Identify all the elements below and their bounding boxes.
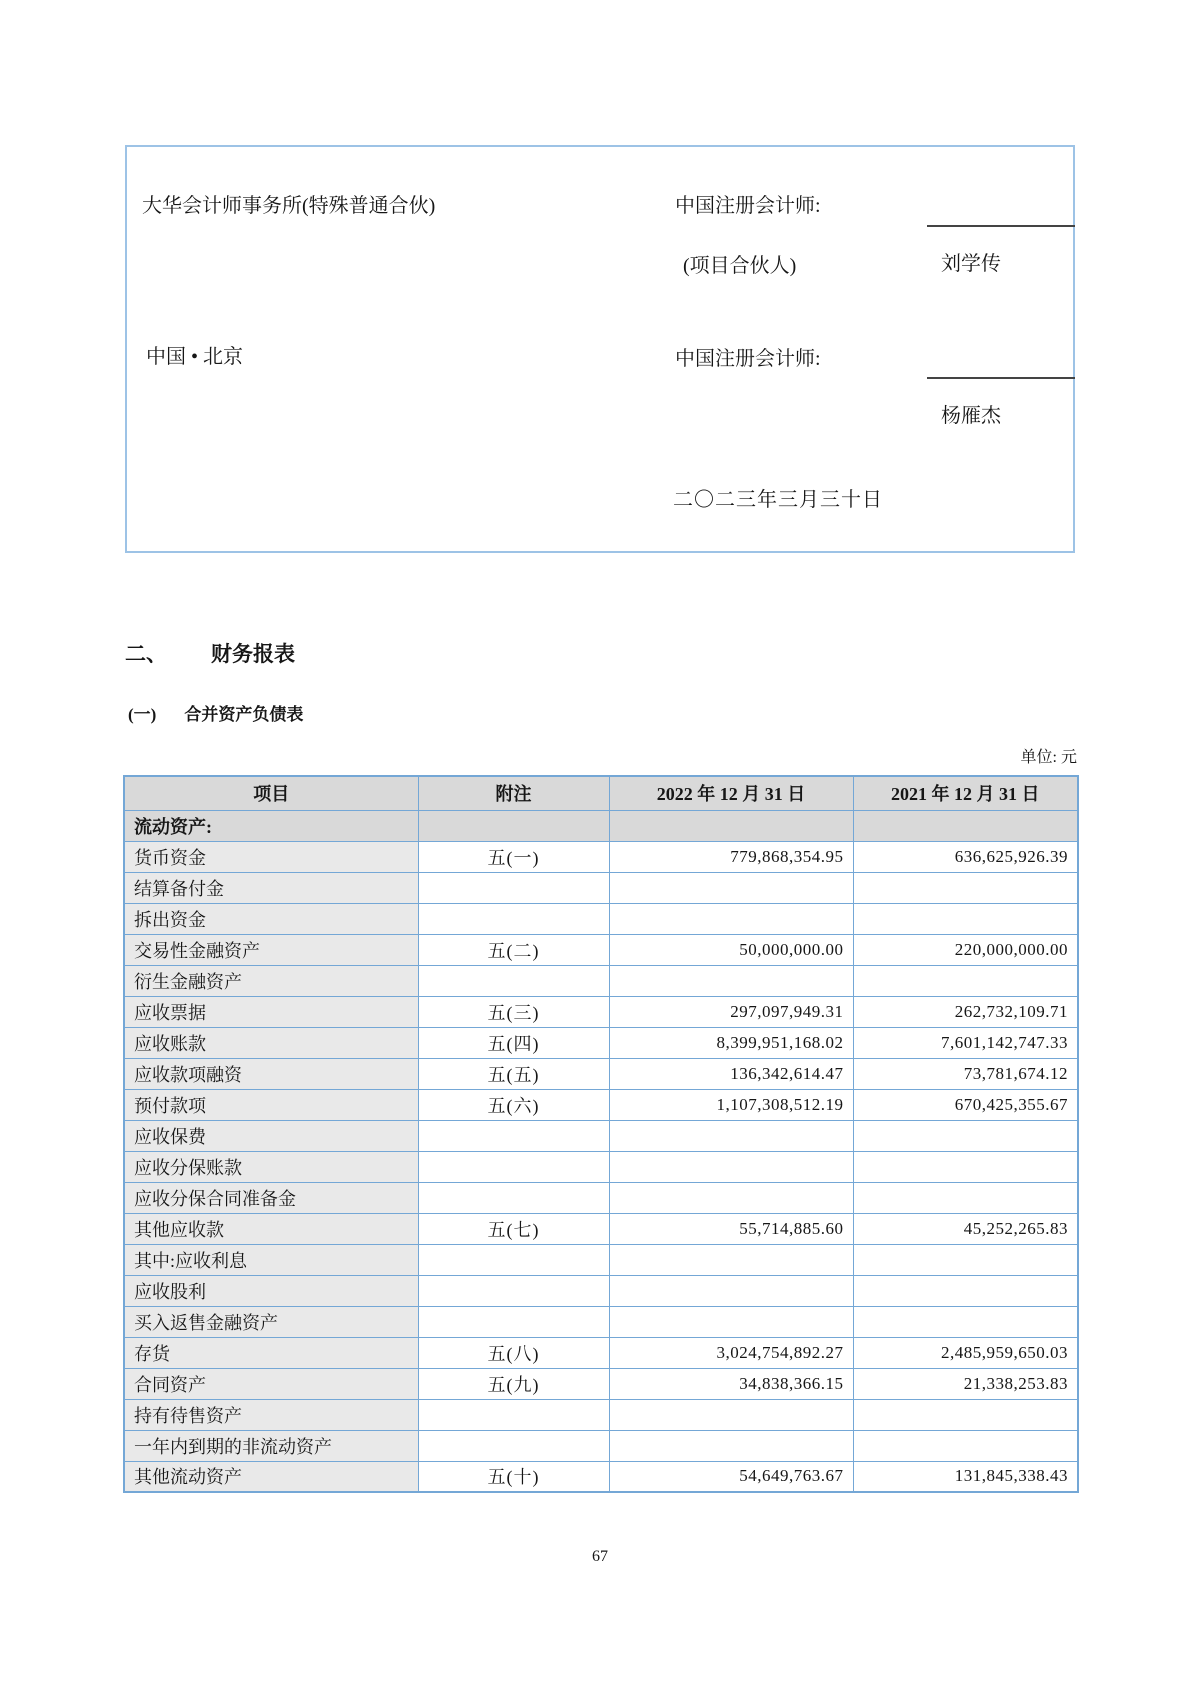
- item-cell: 其他应收款: [124, 1213, 418, 1244]
- note-cell: 五(七): [418, 1213, 609, 1244]
- value-2021-cell: [853, 872, 1078, 903]
- cpa-name-second: 杨雁杰: [941, 405, 1001, 427]
- header-2021: 2021 年 12 月 31 日: [853, 776, 1078, 810]
- item-cell: 合同资产: [124, 1368, 418, 1399]
- value-2022-cell: [609, 1399, 853, 1430]
- value-2022-cell: [609, 872, 853, 903]
- note-cell: 五(八): [418, 1337, 609, 1368]
- table-row: [124, 1151, 1078, 1182]
- value-2021-cell: [853, 1275, 1078, 1306]
- cpa-label-first: 中国注册会计师:: [675, 195, 821, 217]
- balance-sheet-body: [124, 810, 1078, 1492]
- value-2022-cell: [609, 1120, 853, 1151]
- item-cell: 拆出资金: [124, 903, 418, 934]
- value-2021-cell: 73,781,674.12: [853, 1058, 1078, 1089]
- section-title: 财务报表: [211, 642, 295, 666]
- table-row: [124, 1275, 1078, 1306]
- table-row: [124, 1120, 1078, 1151]
- value-2021-cell: [853, 1430, 1078, 1461]
- cpa-name-first: 刘学传: [941, 253, 1001, 275]
- cpa-label-second: 中国注册会计师:: [675, 348, 821, 370]
- note-cell: 五(十): [418, 1461, 609, 1492]
- item-cell: 买入返售金融资产: [124, 1306, 418, 1337]
- partner-label: (项目合伙人): [683, 255, 797, 277]
- signature-box: [125, 145, 1075, 553]
- value-2022-cell: 297,097,949.31: [609, 996, 853, 1027]
- value-2021-cell: 220,000,000.00: [853, 934, 1078, 965]
- table-row: [124, 1337, 1078, 1368]
- value-2021-cell: 670,425,355.67: [853, 1089, 1078, 1120]
- value-2021-cell: [853, 1151, 1078, 1182]
- value-2022-cell: [609, 903, 853, 934]
- note-cell: [418, 1120, 609, 1151]
- value-2022-cell: [609, 810, 853, 841]
- value-2022-cell: 54,649,763.67: [609, 1461, 853, 1492]
- table-row: [124, 1058, 1078, 1089]
- value-2022-cell: 1,107,308,512.19: [609, 1089, 853, 1120]
- note-cell: [418, 1275, 609, 1306]
- item-cell: 交易性金融资产: [124, 934, 418, 965]
- value-2022-cell: [609, 1430, 853, 1461]
- note-cell: [418, 1306, 609, 1337]
- item-cell: 应收股利: [124, 1275, 418, 1306]
- audit-firm-name: 大华会计师事务所(特殊普通合伙): [142, 195, 436, 217]
- signature-line: [927, 377, 1075, 379]
- item-cell: 应收款项融资: [124, 1058, 418, 1089]
- note-cell: 五(四): [418, 1027, 609, 1058]
- table-row: [124, 841, 1078, 872]
- table-row: [124, 1182, 1078, 1213]
- firm-location: 中国 • 北京: [146, 346, 244, 368]
- value-2021-cell: [853, 903, 1078, 934]
- table-row: [124, 1089, 1078, 1120]
- value-2021-cell: [853, 1306, 1078, 1337]
- table-row: [124, 934, 1078, 965]
- value-2021-cell: 7,601,142,747.33: [853, 1027, 1078, 1058]
- page-number: 67: [592, 1548, 608, 1565]
- item-cell: 一年内到期的非流动资产: [124, 1430, 418, 1461]
- table-row: [124, 1368, 1078, 1399]
- section-number: 二、: [125, 642, 167, 666]
- value-2022-cell: 136,342,614.47: [609, 1058, 853, 1089]
- table-row: [124, 965, 1078, 996]
- value-2021-cell: [853, 810, 1078, 841]
- item-cell: 应收分保合同准备金: [124, 1182, 418, 1213]
- value-2022-cell: 50,000,000.00: [609, 934, 853, 965]
- note-cell: [418, 965, 609, 996]
- value-2022-cell: [609, 1306, 853, 1337]
- table-row: [124, 1027, 1078, 1058]
- value-2021-cell: 131,845,338.43: [853, 1461, 1078, 1492]
- value-2022-cell: 55,714,885.60: [609, 1213, 853, 1244]
- table-row: [124, 1213, 1078, 1244]
- value-2021-cell: 262,732,109.71: [853, 996, 1078, 1027]
- value-2022-cell: 34,838,366.15: [609, 1368, 853, 1399]
- value-2021-cell: [853, 1182, 1078, 1213]
- note-cell: [418, 1151, 609, 1182]
- note-cell: 五(一): [418, 841, 609, 872]
- value-2021-cell: [853, 1244, 1078, 1275]
- item-cell: 应收保费: [124, 1120, 418, 1151]
- table-row: [124, 903, 1078, 934]
- value-2022-cell: [609, 965, 853, 996]
- header-2022: 2022 年 12 月 31 日: [609, 776, 853, 810]
- header-note: 附注: [418, 776, 609, 810]
- item-cell: 结算备付金: [124, 872, 418, 903]
- note-cell: [418, 872, 609, 903]
- note-cell: 五(三): [418, 996, 609, 1027]
- subsection-heading: [128, 700, 303, 725]
- value-2021-cell: 2,485,959,650.03: [853, 1337, 1078, 1368]
- item-cell: 衍生金融资产: [124, 965, 418, 996]
- header-item: 项目: [124, 776, 418, 810]
- table-row: [124, 1399, 1078, 1430]
- section-heading: [125, 638, 295, 668]
- value-2021-cell: 21,338,253.83: [853, 1368, 1078, 1399]
- note-cell: 五(二): [418, 934, 609, 965]
- note-cell: [418, 810, 609, 841]
- note-cell: 五(九): [418, 1368, 609, 1399]
- value-2021-cell: [853, 965, 1078, 996]
- item-cell: 其中:应收利息: [124, 1244, 418, 1275]
- value-2022-cell: [609, 1151, 853, 1182]
- note-cell: [418, 1182, 609, 1213]
- item-cell: 应收账款: [124, 1027, 418, 1058]
- table-header-row: [124, 776, 1078, 810]
- note-cell: [418, 1430, 609, 1461]
- item-cell: 货币资金: [124, 841, 418, 872]
- item-cell: 存货: [124, 1337, 418, 1368]
- note-cell: [418, 1399, 609, 1430]
- table-row: [124, 996, 1078, 1027]
- table-row: [124, 1461, 1078, 1492]
- note-cell: 五(五): [418, 1058, 609, 1089]
- note-cell: [418, 903, 609, 934]
- balance-sheet-table: [123, 775, 1079, 1493]
- item-cell: 预付款项: [124, 1089, 418, 1120]
- table-row: [124, 1430, 1078, 1461]
- unit-note: 单位: 元: [1020, 749, 1077, 766]
- signature-line: [927, 225, 1075, 227]
- note-cell: 五(六): [418, 1089, 609, 1120]
- table-row: [124, 1244, 1078, 1275]
- report-date: 二〇二三年三月三十日: [673, 489, 883, 511]
- value-2021-cell: 636,625,926.39: [853, 841, 1078, 872]
- table-row: [124, 872, 1078, 903]
- item-cell: 应收分保账款: [124, 1151, 418, 1182]
- value-2021-cell: 45,252,265.83: [853, 1213, 1078, 1244]
- value-2022-cell: 779,868,354.95: [609, 841, 853, 872]
- subsection-title: 合并资产负债表: [184, 705, 304, 724]
- value-2022-cell: 8,399,951,168.02: [609, 1027, 853, 1058]
- item-cell: 其他流动资产: [124, 1461, 418, 1492]
- value-2022-cell: [609, 1275, 853, 1306]
- section-row: [124, 810, 1078, 841]
- value-2022-cell: [609, 1244, 853, 1275]
- value-2022-cell: 3,024,754,892.27: [609, 1337, 853, 1368]
- value-2021-cell: [853, 1399, 1078, 1430]
- table-row: [124, 1306, 1078, 1337]
- note-cell: [418, 1244, 609, 1275]
- value-2022-cell: [609, 1182, 853, 1213]
- item-cell: 应收票据: [124, 996, 418, 1027]
- item-cell: 流动资产:: [124, 810, 418, 841]
- value-2021-cell: [853, 1120, 1078, 1151]
- item-cell: 持有待售资产: [124, 1399, 418, 1430]
- subsection-number: (一): [128, 705, 157, 724]
